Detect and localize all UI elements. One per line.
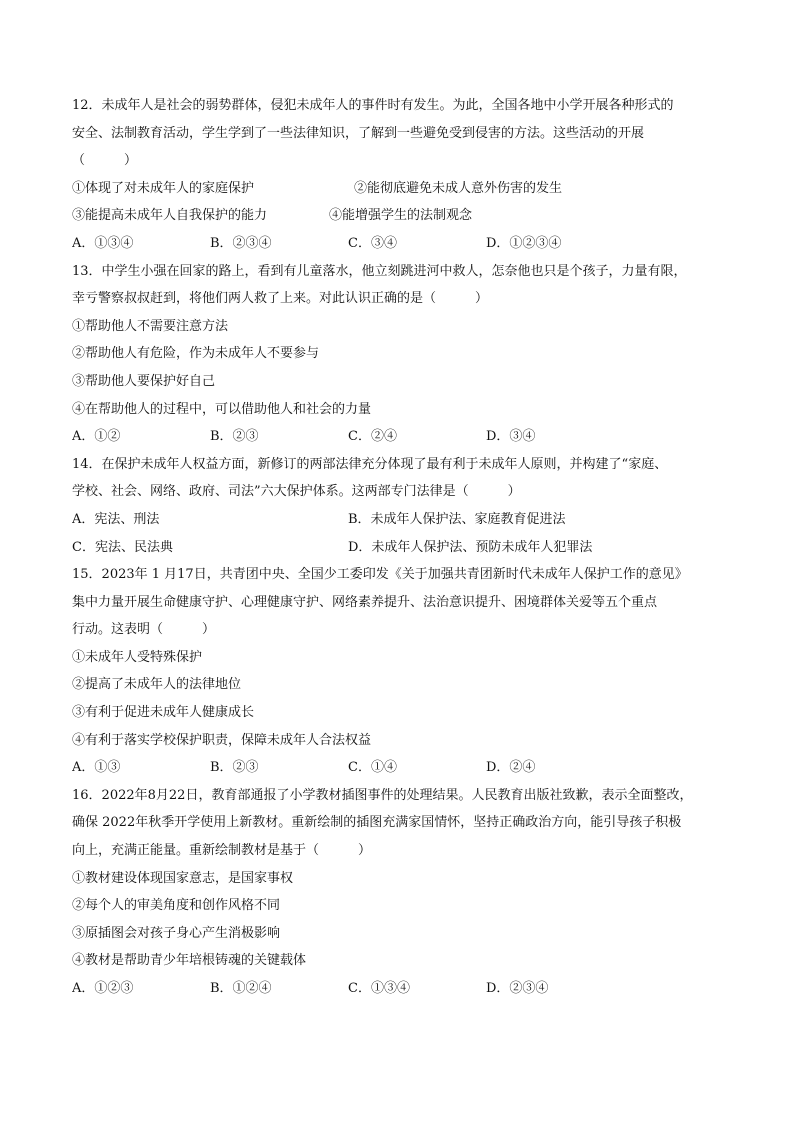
option-c[interactable]: C．①③④	[348, 981, 410, 996]
option-b[interactable]: B．②③	[210, 760, 259, 776]
option-a[interactable]: A．①②	[72, 429, 121, 445]
question-13	[72, 258, 732, 451]
option-d[interactable]: D．③④	[486, 429, 536, 445]
option-a[interactable]: A．①③	[72, 760, 121, 776]
statement: ③帮助他人要保护好自己	[72, 373, 216, 389]
statement: ④教材是帮助青少年培根铸魂的关键载体	[72, 953, 307, 969]
question-stem-line: 确保 2022年秋季开学使用上新教材。重新绘制的插图充满家国情怀，坚持正确政治方向，能引导孩子积极	[72, 815, 682, 831]
statement: ①体现了对未成年人的家庭保护	[72, 180, 255, 196]
question-stem-line: 行动。这表明（ ）	[72, 622, 216, 638]
statement: ②能彻底避免未成人意外伤害的发生	[354, 180, 563, 196]
question-stem-line: 16．2022年8月22日，教育部通报了小学教材插图事件的处理结果。人民教育出版社致歉，表示全面整改，	[72, 787, 693, 803]
statement: ②每个人的审美角度和创作风格不同	[72, 898, 281, 914]
option-c[interactable]: C．宪法、民法典	[72, 539, 173, 555]
option-b[interactable]: B．未成年人保护法、家庭教育促进法	[348, 511, 566, 527]
question-stem-line: 12．未成年人是社会的弱势群体，侵犯未成年人的事件时有发生。为此，全国各地中小学开展各种形式的	[72, 98, 674, 113]
statement: ③有利于促进未成年人健康成长	[72, 705, 255, 721]
option-c[interactable]: C．①④	[348, 760, 397, 776]
question-stem-line: 幸亏警察叔叔赶到，将他们两人救了上来。对此认识正确的是（ ）	[72, 291, 489, 307]
question-stem-line: 14．在保护未成年人权益方面，新修订的两部法律充分体现了最有利于未成年人原则，并构建了“家庭、	[72, 456, 668, 472]
options-row	[72, 975, 732, 1003]
statement-row	[72, 202, 732, 230]
statement: ④能增强学生的法制观念	[329, 208, 473, 224]
option-b[interactable]: B．①②④	[210, 981, 272, 996]
question-16	[72, 782, 732, 1003]
statement: ③原插图会对孩子身心产生消极影响	[72, 925, 281, 941]
statement: ④在帮助他人的过程中，可以借助他人和社会的力量	[72, 401, 372, 417]
question-12	[72, 92, 732, 258]
option-a[interactable]: A．①②③	[72, 981, 134, 996]
options-row	[72, 534, 732, 562]
option-d[interactable]: D．①②③④	[486, 235, 562, 251]
option-d[interactable]: D．②③④	[486, 981, 549, 996]
question-stem-line: 15．2023年 1 月17日，共青团中央、全国少工委印发《关于加强共青团新时代未成年人保护工作的意见》	[72, 567, 688, 583]
statement: ②提高了未成年人的法律地位	[72, 677, 242, 693]
answer-blank: （ ）	[72, 153, 138, 169]
question-stem-line: 13．中学生小强在回家的路上，看到有儿童落水，他立刻跳进河中救人，怎奈他也只是个孩子，力量有限，	[72, 263, 687, 279]
option-b[interactable]: B．②③	[210, 429, 259, 445]
option-d[interactable]: D．②④	[486, 760, 536, 776]
options-row	[72, 754, 732, 782]
statement: ①未成年人受特殊保护	[72, 649, 203, 665]
question-14	[72, 451, 732, 561]
question-stem-line: 安全、法制教育活动，学生学到了一些法律知识，了解到一些避免受到侵害的方法。这些活动的开展	[72, 125, 645, 141]
option-a[interactable]: A．宪法、刑法	[72, 511, 160, 527]
question-stem-line: 学校、社会、网络、政府、司法”六大保护体系。这两部专门法律是（ ）	[72, 484, 521, 500]
options-row	[72, 423, 732, 451]
statement: ①教材建设体现国家意志，是国家事权	[72, 870, 294, 886]
statement: ②帮助他人有危险，作为未成年人不要参与	[72, 346, 320, 362]
statement: ③能提高未成年人自我保护的能力	[72, 208, 268, 224]
option-c[interactable]: C．③④	[348, 235, 397, 251]
question-stem-line: 集中力量开展生命健康守护、心理健康守护、网络素养提升、法治意识提升、困境群体关爱等五个重点	[72, 594, 658, 610]
question-stem-line: 向上，充满正能量。重新绘制教材是基于（ ）	[72, 843, 372, 859]
options-row	[72, 506, 732, 534]
statement: ①帮助他人不需要注意方法	[72, 318, 229, 334]
options-row	[72, 230, 732, 258]
question-15	[72, 561, 732, 782]
statement-row	[72, 175, 732, 203]
option-d[interactable]: D．未成年人保护法、预防未成年人犯罪法	[348, 539, 593, 555]
statement: ④有利于落实学校保护职责，保障未成年人合法权益	[72, 732, 372, 748]
option-a[interactable]: A．①③④	[72, 235, 134, 251]
option-b[interactable]: B．②③④	[210, 235, 272, 251]
option-c[interactable]: C．②④	[348, 429, 397, 445]
exam-page	[72, 92, 732, 1003]
